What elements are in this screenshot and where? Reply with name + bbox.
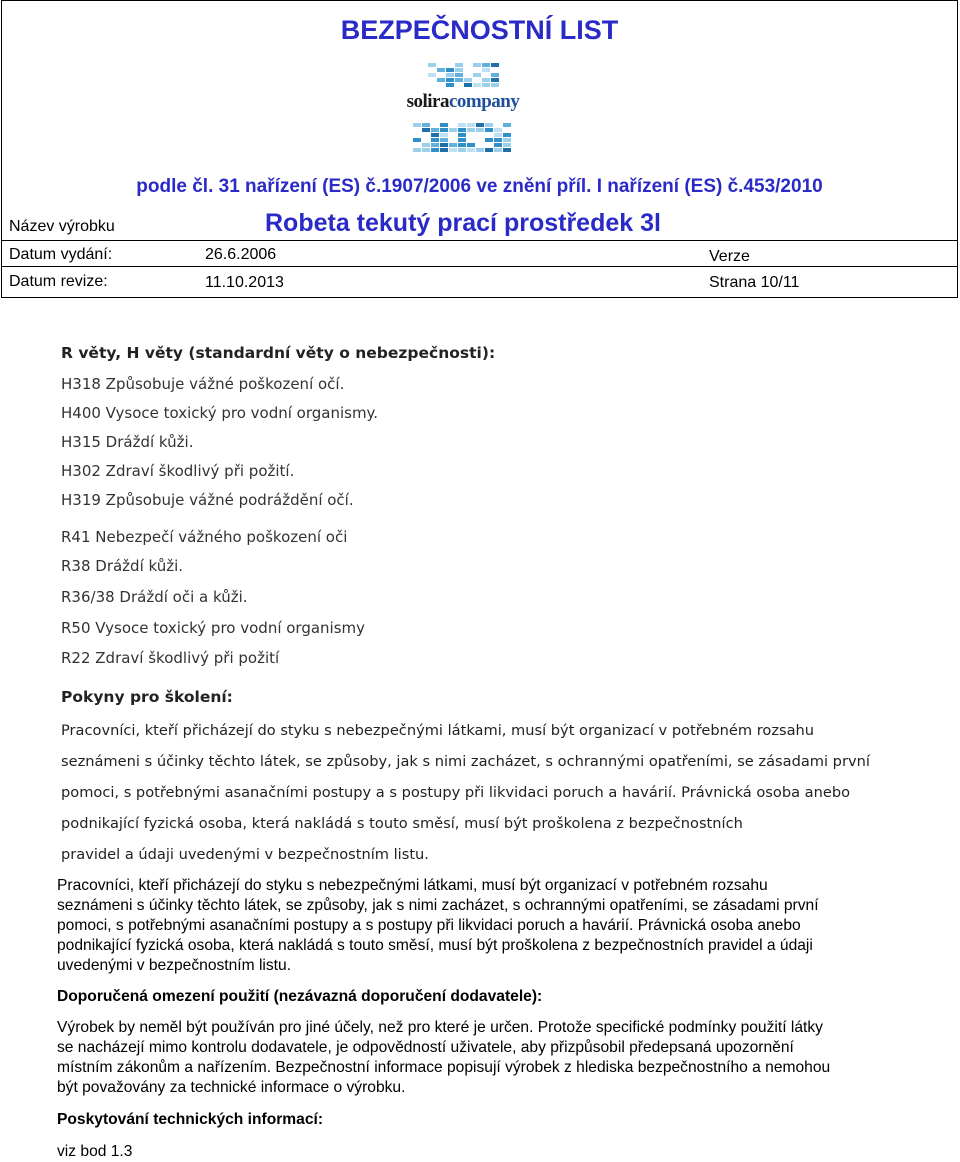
training-title: Pokyny pro školení: bbox=[61, 688, 233, 706]
training-line: pomoci, s potřebnými asanačními postupy a s postupy při likvidaci poruch a havárií. Právnická osoba anebo bbox=[61, 784, 851, 801]
phrase-item: R38 Dráždí kůži. bbox=[61, 557, 184, 575]
paragraph-line: Výrobek by neměl být používán pro jiné účely, než pro které je určen. Protože specifické podmínky použití látky bbox=[57, 1019, 823, 1036]
product-label: Název výrobku bbox=[9, 218, 115, 235]
paragraph-line: být považovány za technické informace o výrobku. bbox=[57, 1079, 406, 1096]
logo-wordmark bbox=[403, 91, 523, 113]
page-number: Strana 10/11 bbox=[709, 274, 800, 291]
phrase-item: H319 Způsobuje vážné podráždění očí. bbox=[61, 491, 354, 509]
training-line: seznámeni s účinky těchto látek, se způsoby, jak s nimi zacházet, s ochrannými opatřeními, se zásadami první bbox=[61, 753, 870, 770]
revision-date-label: Datum revize: bbox=[9, 273, 108, 290]
document-header bbox=[1, 0, 958, 298]
company-logo bbox=[403, 61, 523, 159]
phrase-item: R36/38 Dráždí oči a kůži. bbox=[61, 588, 248, 606]
paragraph-line: Pracovníci, kteří přicházejí do styku s nebezpečnými látkami, musí být organizací v potřebném rozsahu bbox=[57, 877, 768, 894]
product-name: Robeta tekutý prací prostředek 3l bbox=[265, 209, 661, 237]
phrase-item: R50 Vysoce toxický pro vodní organismy bbox=[61, 619, 366, 637]
paragraph-line: místním zákonům a nařízením. Bezpečnostní informace popisují výrobek z hlediska bezpečnostního a nemohou bbox=[57, 1059, 831, 1076]
phrases-title: R věty, H věty (standardní věty o nebezpečnosti): bbox=[61, 344, 496, 362]
paragraph-line: se nacházejí mimo kontrolu dodavatele, je odpovědností uživatele, aby přizpůsobil předepsaná upozornění bbox=[57, 1039, 794, 1056]
training-paragraph bbox=[57, 876, 937, 976]
technical-title: Poskytování technických informací: bbox=[57, 1111, 324, 1128]
document-title: BEZPEČNOSTNÍ LIST bbox=[340, 15, 619, 45]
paragraph-line: uvedenými v bezpečnostním listu. bbox=[57, 957, 292, 974]
logo-text-part1: solira bbox=[406, 91, 449, 112]
revision-date: 11.10.2013 bbox=[205, 274, 284, 291]
paragraph-line: pomoci, s potřebnými asanačními postupy a s postupy při likvidaci poruch a havárií. Právnická osoba anebo bbox=[57, 917, 801, 934]
training-line: podnikající fyzická osoba, která nakládá s touto směsí, musí být proškolena z bezpečnostních bbox=[61, 815, 743, 832]
technical-text: viz bod 1.3 bbox=[57, 1143, 133, 1160]
restrictions-paragraph bbox=[57, 1018, 937, 1098]
paragraph-line: podnikající fyzická osoba, která nakládá s touto směsí, musí být proškolena z bezpečnostních pravidel a údaji bbox=[57, 937, 813, 954]
phrase-item: H400 Vysoce toxický pro vodní organismy. bbox=[61, 404, 379, 422]
paragraph-line: seznámeni s účinky těchto látek, se způsoby, jak s nimi zacházet, s ochrannými opatřeními, se zásadami první bbox=[57, 897, 819, 914]
restrictions-title: Doporučená omezení použití (nezávazná doporučení dodavatele): bbox=[57, 988, 543, 1005]
phrase-item: R41 Nebezpečí vážného poškození oči bbox=[61, 528, 348, 546]
training-line: Pracovníci, kteří přicházejí do styku s nebezpečnými látkami, musí být organizací v potřebném rozsahu bbox=[61, 722, 815, 739]
issue-date-label: Datum vydání: bbox=[9, 246, 113, 263]
divider bbox=[2, 240, 957, 241]
version-label: Verze bbox=[709, 248, 750, 265]
divider bbox=[2, 266, 957, 267]
phrase-item: H315 Dráždí kůži. bbox=[61, 433, 194, 451]
phrase-item: R22 Zdraví škodlivý při požití bbox=[61, 649, 280, 667]
regulation-reference: podle čl. 31 nařízení (ES) č.1907/2006 ve znění příl. I nařízení (ES) č.453/2010 bbox=[136, 176, 823, 197]
phrase-item: H302 Zdraví škodlivý při požití. bbox=[61, 462, 295, 480]
training-line: pravidel a údaji uvedenými v bezpečnostním listu. bbox=[61, 846, 429, 863]
logo-text-part2: company bbox=[448, 91, 520, 112]
phrase-item: H318 Způsobuje vážné poškození očí. bbox=[61, 375, 345, 393]
issue-date: 26.6.2006 bbox=[205, 246, 277, 263]
